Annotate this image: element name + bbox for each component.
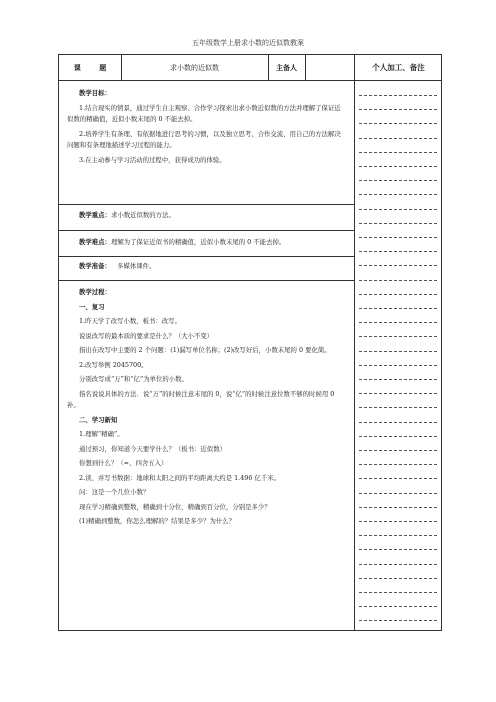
preparation	[59, 261, 354, 273]
note-line	[359, 251, 437, 252]
note-line	[359, 564, 437, 565]
preparer-label: 主备人	[276, 62, 297, 72]
note-line	[359, 578, 437, 579]
new-line: 问：这是一个几位小数？	[79, 488, 150, 496]
note-line	[359, 152, 437, 153]
key-point-text: 求小数近似数的方法。	[110, 211, 175, 219]
note-line	[359, 393, 437, 394]
goals-title: 教学目标：	[79, 89, 111, 97]
note-line	[359, 308, 437, 309]
note-line	[359, 620, 437, 621]
main-content	[59, 80, 354, 630]
review-line: 指出在改写中主要的 2 个问题：(1)漏写单位名称；(2)改写好后，小数末尾的 0 要化简。	[79, 346, 331, 354]
note-line	[359, 180, 437, 181]
note-line	[359, 379, 437, 380]
topic-label: 课 题	[73, 62, 115, 72]
note-line	[359, 123, 437, 124]
note-line	[359, 351, 437, 352]
review-line: 2.改写举例 2045700。	[79, 360, 148, 369]
note-line	[359, 237, 437, 238]
new-line: 通过预习，你知道今天要学什么？（板书：近似数）	[79, 444, 226, 453]
note-line	[359, 294, 437, 295]
note-line	[359, 478, 437, 479]
key-point	[59, 210, 354, 222]
new-line: 现在学习精确到整数，精确到十分位，精确到百分位，分别是多少？	[79, 502, 271, 511]
note-line	[359, 95, 437, 96]
note-line	[359, 209, 437, 210]
note-line	[359, 521, 437, 522]
goal-item: 1.结合现实的情景，通过学生自主观察、合作学习探索出求小数近似数的方法并理解了保证近似数的精确值，近似小数末尾的 0 不能去掉。	[67, 103, 341, 123]
new-knowledge-title: 二、学习新知	[79, 415, 118, 424]
difficulty-text: 理解为了保证近似书的精确值，近似小数末尾的 0 不能去掉。	[110, 238, 286, 246]
note-line	[359, 606, 437, 607]
notes-column-header: 个人加工、备注	[372, 63, 425, 72]
review-title: 一、复习	[79, 302, 105, 311]
goal-item: 3.在主动参与学习活动的过程中，获得成功的体验。	[79, 155, 226, 164]
new-line: (1)精确到整数，你怎么理解的？结果是多少？为什么？	[79, 517, 236, 525]
review-line: 1.昨天学了改写小数，板书：改写。	[79, 317, 181, 325]
prep-text: 多媒体课件。	[117, 262, 156, 270]
note-line	[359, 507, 437, 508]
note-line	[359, 549, 437, 550]
lesson-plan-table	[58, 54, 442, 631]
process-title: 教学过程：	[79, 288, 111, 296]
review-line: 分别改写成“万”和“亿”为单位的小数。	[79, 375, 188, 383]
goal-item: 2.培养学生有条理、有依据地进行思考的习惯，以及独立思考、合作交流、用自己的方法解决问题和有条理地描述学习过程的能力。	[67, 129, 341, 149]
new-line: 你想到什么？（≈、四舍五入）	[79, 459, 168, 467]
note-line	[359, 322, 437, 323]
topic-value: 求小数的近似数	[170, 63, 219, 72]
prep-label: 教学准备：	[79, 262, 111, 270]
note-line	[359, 365, 437, 366]
new-line: 2.读、并写书数据：地球和太阳之间的平均距离大约是 1.496 亿千米。	[79, 473, 281, 482]
key-point-label: 教学重点：	[79, 211, 111, 219]
note-line	[359, 493, 437, 494]
review-line: 指名说说具体的方法．说“万”的时候注意末尾的 0，说“亿”的时候注意位数不够的时候用 0 补。	[67, 389, 335, 409]
note-line	[359, 464, 437, 465]
note-line	[359, 265, 437, 266]
note-line	[359, 194, 437, 195]
difficulty-label: 教学难点：	[79, 238, 111, 246]
note-line	[359, 407, 437, 408]
note-line	[359, 138, 437, 139]
note-line	[359, 223, 437, 224]
note-line	[359, 436, 437, 437]
note-line	[359, 422, 437, 423]
preparer-value	[305, 55, 354, 80]
difficulty	[59, 237, 354, 249]
note-line	[359, 450, 437, 451]
note-line	[359, 535, 437, 536]
note-line	[359, 336, 437, 337]
document-title: 五年级数学上册求小数的近似数教案	[192, 39, 304, 47]
teaching-goals	[59, 88, 354, 166]
note-line	[359, 166, 437, 167]
note-line	[359, 280, 437, 281]
note-line	[359, 109, 437, 110]
review-line: 说说改写的最本质的要求是什么？（大小不变）	[79, 331, 214, 340]
teaching-process	[59, 287, 354, 528]
note-line	[359, 592, 437, 593]
new-line: 1.理解“精确”。	[79, 430, 124, 438]
